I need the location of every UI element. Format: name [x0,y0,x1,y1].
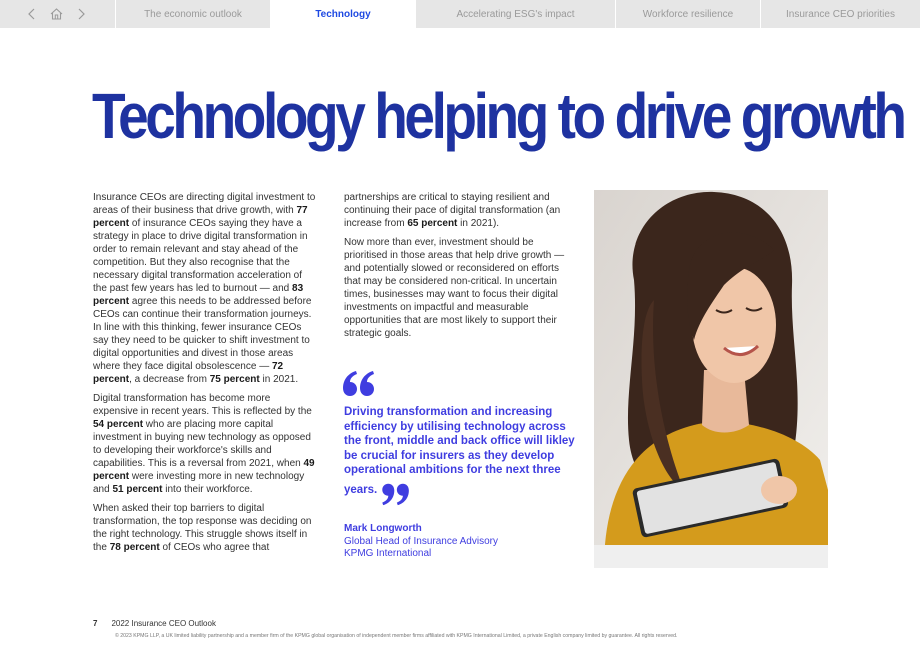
paragraph: Digital transformation has become more expensive in recent years. This is reflected by the 54 percent who are placing more capital investment in buying new technology as opposed to developing their workforce's skills and capabilities. This is a reversal from 2021, when 49 percent were investing more in new technology and 51 percent into their workforce. [93,393,315,495]
top-nav [0,0,920,28]
paragraph: Now more than ever, investment should be prioritised in those areas that help drive growth — and potentially slowed or reconsidered on efforts that may be considered non-critical. In uncertain times, businesses may want to focus their digital investments on impactful and measurable opportunities that are most likely to support their strategic goals. [344,237,565,339]
author-name: Mark Longworth [344,523,422,534]
tab-ceo-priorities[interactable]: Insurance CEO priorities [760,0,920,28]
home-icon[interactable] [50,8,63,20]
tab-esg-impact[interactable]: Accelerating ESG's impact [415,0,615,28]
pull-quote: Driving transformation and increasing efficiency by utilising technology across the front, middle and back office will likley be crucial for insurers as they develop operational ambitions for the next three years. [344,405,580,502]
photo-woman-with-tablet [594,190,828,568]
quote-close-icon [381,482,411,506]
paragraph: When asked their top barriers to digital transformation, the top response was deciding on the right technology. This struggle shows itself in the 78 percent of CEOs who agree that [93,503,312,553]
tab-technology[interactable]: Technology [270,0,415,28]
copyright-notice: © 2023 KPMG LLP, a UK limited liability partnership and a member firm of the KPMG global organisation of independent member firms affiliated with KPMG International Limited, a private English company limited by guarantee. All rights reserved. [115,633,678,639]
author-org: KPMG International [344,548,432,559]
paragraph: Insurance CEOs are directing digital investment to areas of their business that drive growth, with 77 percent of insurance CEOs saying they have a strategy in place to drive digital transformation in order to remain relevant and stay ahead of the competition. But they also recognise that the necessary digital transformation acceleration of the past few years has led to burnout — and 83 percent agree this needs to be addressed before CEOs can continue their transformation journeys. In line with this thinking, fewer insurance CEOs say they need to be quicker to shift investment to digital opportunities and divest in those areas where they face digital obsolescence — 72 percent, a decrease from 75 percent in 2021. [93,192,316,385]
quote-attribution [344,523,498,561]
page-number: 7 [93,619,98,628]
paragraph: partnerships are critical to staying resilient and continuing their pace of digital transformation (an increase from 65 percent in 2021). [344,192,561,229]
body-column-2 [344,191,574,346]
author-role: Global Head of Insurance Advisory [344,535,498,547]
page-title: Technology helping to drive growth [92,80,904,152]
body-column-1 [93,191,318,560]
tab-workforce-resilience[interactable]: Workforce resilience [615,0,760,28]
chevron-left-icon[interactable] [28,8,36,20]
page-footer [93,619,216,628]
tab-economic-outlook[interactable]: The economic outlook [115,0,270,28]
document-title: 2022 Insurance CEO Outlook [111,619,216,628]
nav-controls [0,0,115,28]
chevron-right-icon[interactable] [77,8,85,20]
quote-open-icon [342,370,376,398]
